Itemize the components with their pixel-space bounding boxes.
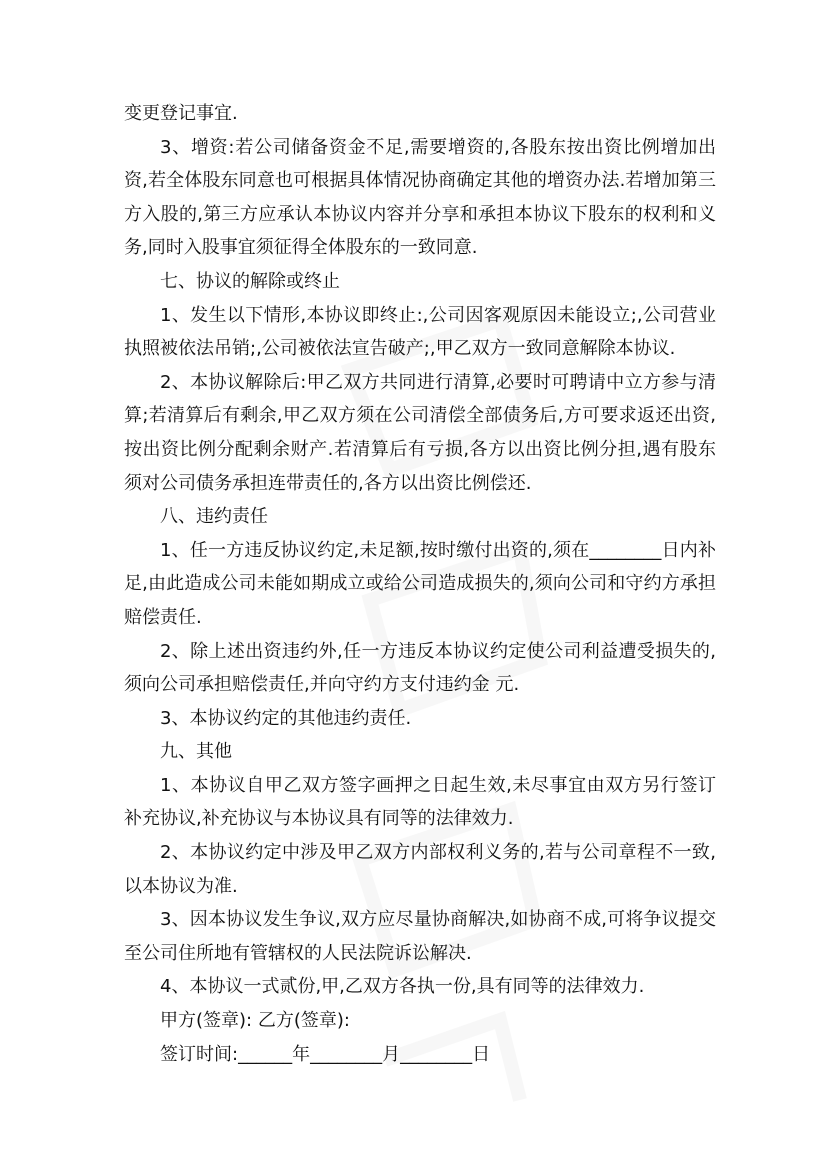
signature-line: 甲方(签章): 乙方(签章): (160, 1010, 350, 1032)
clause-capital-default: 1、任一方违反协议约定,未足额,按时缴付出资的,须在________日内补足,由此造成公司未能如期成立或给公司造成损失的,须向公司和守约方承担赔偿责任. (124, 539, 716, 628)
signing-date-line: 签订时间:______年________月________日 (160, 1043, 491, 1065)
clause-copies: 4、本协议一式贰份,甲,乙双方各执一份,具有同等的法律效力. (160, 976, 645, 998)
clause-termination-conditions: 1、发生以下情形,本协议即终止:,公司因客观原因未能设立;,公司营业执照被依法吊销;,公司被依法宣告破产;,甲乙双方一致同意解除本协议. (124, 304, 716, 360)
clause-precedence: 2、本协议约定中涉及甲乙双方内部权利义务的,若与公司章程不一致,以本协议为准. (124, 842, 716, 897)
clause-liquidation: 2、本协议解除后:甲乙双方共同进行清算,必要时可聘请中立方参与清算;若清算后有剩余,甲乙双方须在公司清偿全部债务后,方可要求返还出资,按出资比例分配剩余财产.若清算后有亏损,各方以出资比例分担,遇有股东须对公司债务承担连带责任的,各方以出资比例偿还. (124, 371, 716, 494)
clause-other-default: 2、除上述出资违约外,任一方违反本协议约定使公司利益遭受损失的,须向公司承担赔偿责任,并向守约方支付违约金 元. (124, 640, 716, 696)
clause-other-liability: 3、本协议约定的其他违约责任. (160, 707, 412, 729)
document-body (124, 97, 716, 1071)
section-heading-liability: 八、违约责任 (160, 506, 268, 528)
clause-dispute-resolution: 3、因本协议发生争议,双方应尽量协商解决,如协商不成,可将争议提交至公司住所地有管辖权的人民法院诉讼解决. (124, 909, 716, 964)
paragraph-registration: 变更登记事宜. (124, 103, 238, 124)
clause-capital-increase: 3、增资:若公司储备资金不足,需要增资的,各股东按出资比例增加出资,若全体股东同意也可根据具体情况协商确定其他的增资办法.若增加第三方入股的,第三方应承认本协议内容并分享和承担本协议下股东的权利和义务,同时入股事宜须征得全体股东的一致同意. (124, 136, 716, 259)
section-heading-other: 九、其他 (160, 741, 232, 763)
clause-effectiveness: 1、本协议自甲乙双方签字画押之日起生效,未尽事宜由双方另行签订补充协议,补充协议与本协议具有同等的法律效力. (124, 774, 716, 830)
section-heading-termination: 七、协议的解除或终止 (160, 270, 340, 292)
